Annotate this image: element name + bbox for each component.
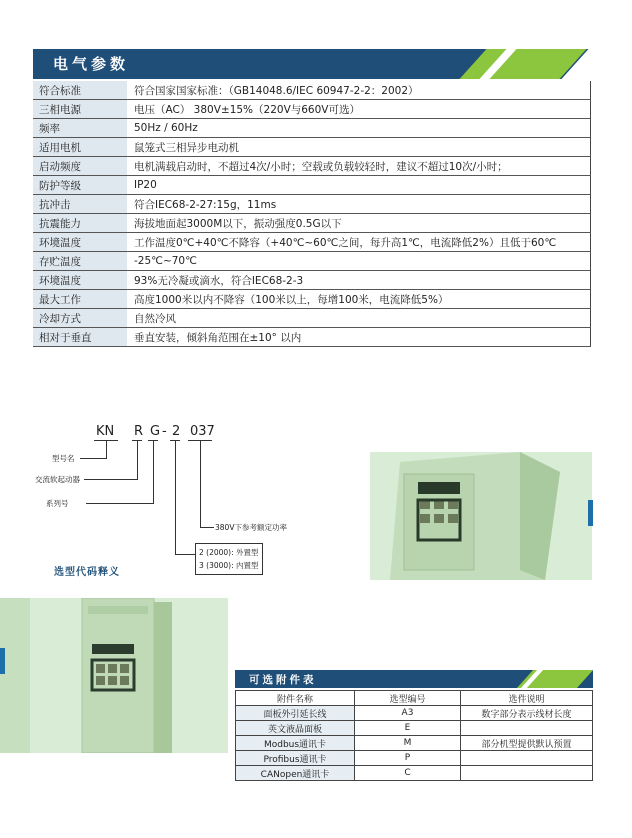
param-value: 50Hz / 60Hz bbox=[128, 119, 591, 138]
label-power: 380V下参考额定功率 bbox=[215, 523, 287, 532]
page-tab-right bbox=[588, 500, 593, 526]
label-soft-starter: 交流软起动器 bbox=[35, 475, 80, 484]
param-key: 抗冲击 bbox=[33, 195, 128, 214]
connector-kn-h bbox=[80, 458, 107, 459]
label-model: 型号名 bbox=[52, 454, 75, 463]
param-key: 环境温度 bbox=[33, 271, 128, 290]
product-photo-external bbox=[370, 452, 592, 580]
param-key: 最大工作 bbox=[33, 290, 128, 309]
params-title: 电气参数 bbox=[53, 55, 130, 73]
accessory-code: E bbox=[355, 721, 461, 736]
code-two: 2 bbox=[172, 424, 181, 439]
param-value: 93%无冷凝或滴水，符合IEC68-2-3 bbox=[128, 271, 591, 290]
accessory-code: P bbox=[355, 751, 461, 766]
param-row bbox=[33, 271, 591, 290]
param-row bbox=[33, 81, 591, 100]
param-value: 符合IEC68-2-27:15g，11ms bbox=[128, 195, 591, 214]
connector-power-h bbox=[200, 527, 214, 528]
connector-power bbox=[200, 441, 201, 528]
model-code-diagram bbox=[0, 410, 330, 585]
label-series: 系列号 bbox=[46, 499, 69, 508]
param-key: 启动频度 bbox=[33, 157, 128, 176]
connector-two-h bbox=[175, 554, 195, 555]
type-options-box bbox=[195, 543, 263, 575]
code-power: 037 bbox=[190, 424, 215, 439]
param-row bbox=[33, 290, 591, 309]
param-row bbox=[33, 176, 591, 195]
param-row bbox=[33, 119, 591, 138]
col-name-header: 附件名称 bbox=[236, 691, 355, 706]
param-row bbox=[33, 195, 591, 214]
accessory-row bbox=[236, 721, 593, 736]
param-value: 电压（AC） 380V±15%（220V与660V可选） bbox=[128, 100, 591, 119]
accessory-row bbox=[236, 766, 593, 781]
param-value: 高度1000米以内不降容（100米以上，每增100米，电流降低5%） bbox=[128, 290, 591, 309]
code-r: R bbox=[134, 424, 144, 439]
connector-g-h bbox=[86, 503, 154, 504]
param-row bbox=[33, 157, 591, 176]
param-key: 频率 bbox=[33, 119, 128, 138]
accessory-desc: 部分机型提供默认预置 bbox=[461, 736, 593, 751]
param-value: 工作温度0℃+40℃不降容（+40℃~60℃之间，每升高1℃，电流降低2%）且低于60℃ bbox=[128, 233, 591, 252]
model-code-caption: 选型代码释义 bbox=[54, 567, 120, 578]
param-value: 鼠笼式三相异步电动机 bbox=[128, 138, 591, 157]
col-code-header: 选型编号 bbox=[355, 691, 461, 706]
accessory-code: C bbox=[355, 766, 461, 781]
page-tab-left bbox=[0, 648, 5, 674]
accessory-name: 英文液晶面板 bbox=[236, 721, 355, 736]
param-value: 自然冷风 bbox=[128, 309, 591, 328]
param-key: 防护等级 bbox=[33, 176, 128, 195]
accessory-desc bbox=[461, 721, 593, 736]
param-row bbox=[33, 233, 591, 252]
accessory-code: M bbox=[355, 736, 461, 751]
param-key: 三相电源 bbox=[33, 100, 128, 119]
accessory-row bbox=[236, 751, 593, 766]
param-row bbox=[33, 138, 591, 157]
param-row bbox=[33, 309, 591, 328]
param-value: IP20 bbox=[128, 176, 591, 195]
accessory-desc: 数字部分表示线材长度 bbox=[461, 706, 593, 721]
accessory-name: Profibus通讯卡 bbox=[236, 751, 355, 766]
param-row bbox=[33, 100, 591, 119]
param-key: 相对于垂直 bbox=[33, 328, 128, 347]
params-header bbox=[33, 49, 591, 79]
code-dash: - bbox=[162, 424, 167, 439]
code-kn: KN bbox=[96, 424, 115, 439]
param-value: 电机满载启动时，不超过4次/小时；空载或负载较轻时，建议不超过10次/小时； bbox=[128, 157, 591, 176]
param-value: 符合国家国家标准：（GB14048.6/IEC 60947-2-2：2002） bbox=[128, 81, 591, 100]
accessory-name: 面板外引延长线 bbox=[236, 706, 355, 721]
param-value: -25℃~70℃ bbox=[128, 252, 591, 271]
accessories-header-row bbox=[236, 691, 593, 706]
code-g: G bbox=[150, 424, 161, 439]
product-photo-internal bbox=[0, 598, 228, 753]
param-key: 抗震能力 bbox=[33, 214, 128, 233]
param-row bbox=[33, 252, 591, 271]
accessory-desc bbox=[461, 751, 593, 766]
params-table bbox=[33, 81, 591, 347]
connector-r-h bbox=[84, 479, 138, 480]
accessories-table bbox=[235, 690, 593, 781]
param-row bbox=[33, 328, 591, 347]
connector-r bbox=[137, 441, 138, 480]
param-key: 环境温度 bbox=[33, 233, 128, 252]
param-key: 符合标准 bbox=[33, 81, 128, 100]
connector-g bbox=[153, 441, 154, 504]
option-external: 2 (2000): 外置型 bbox=[199, 548, 259, 557]
accessory-row bbox=[236, 736, 593, 751]
accessories-title: 可选附件表 bbox=[249, 674, 317, 686]
accessory-row bbox=[236, 706, 593, 721]
accessory-name: Modbus通讯卡 bbox=[236, 736, 355, 751]
param-key: 冷却方式 bbox=[33, 309, 128, 328]
param-value: 海拔地面起3000M以下，振动强度0.5G以下 bbox=[128, 214, 591, 233]
param-key: 适用电机 bbox=[33, 138, 128, 157]
param-row bbox=[33, 214, 591, 233]
option-internal: 3 (3000): 内置型 bbox=[199, 561, 259, 570]
accessories-header bbox=[235, 670, 593, 688]
connector-two bbox=[175, 441, 176, 555]
accessory-desc bbox=[461, 766, 593, 781]
connector-kn bbox=[106, 441, 107, 459]
param-key: 存贮温度 bbox=[33, 252, 128, 271]
param-value: 垂直安装，倾斜角范围在±10° 以内 bbox=[128, 328, 591, 347]
accessory-code: A3 bbox=[355, 706, 461, 721]
accessory-name: CANopen通讯卡 bbox=[236, 766, 355, 781]
col-desc-header: 选件说明 bbox=[461, 691, 593, 706]
